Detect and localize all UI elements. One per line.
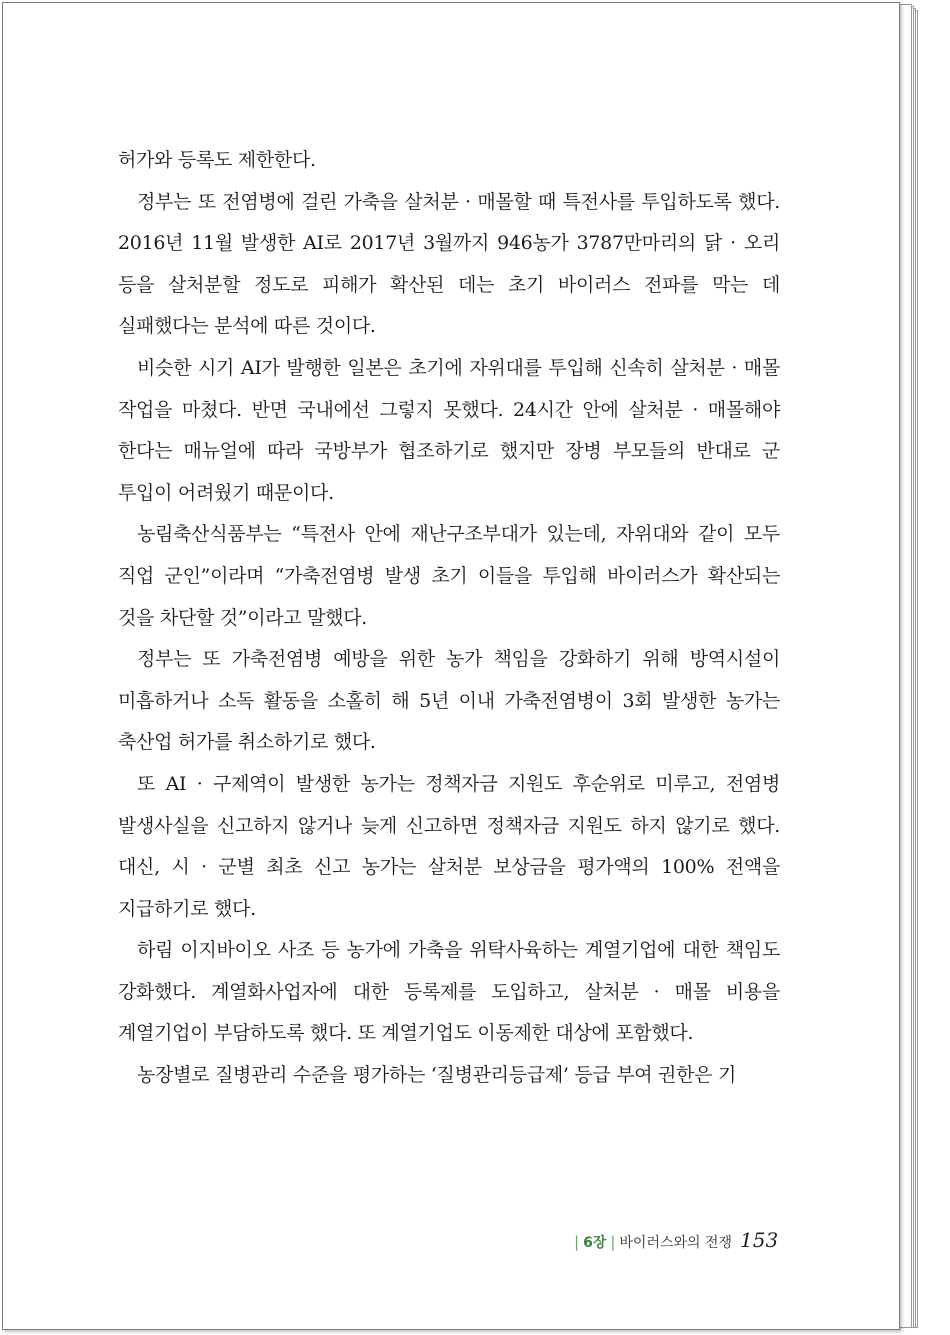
paragraph: 또 AI · 구제역이 발생한 농가는 정책자금 지원도 후순위로 미루고, 전염병 발생사실을 신고하지 않거나 늦게 신고하면 정책자금 지원도 하지 않기로 했다. 대신, 시 · 군별 최초 신고 농가는 살처분 보상금을 평가액의 100% 전액을 지급하기로 했다. [118,772,780,920]
body-text [118,140,780,1097]
page-number: 153 [740,1228,779,1252]
paragraph-continues: 농장별로 질병관리 수준을 평가하는 ‘질병관리등급제’ 등급 부여 권한은 기 [137,1064,737,1087]
running-footer [570,1228,830,1258]
chapter-label: 6장 [583,1235,607,1251]
section-title: 바이러스와의 전쟁 [619,1235,733,1251]
footer-divider: | [610,1233,616,1251]
paragraph: 하림 이지바이오 사조 등 농가에 가축을 위탁사육하는 계열기업에 대한 책임도 강화했다. 계열화사업자에 대한 등록제를 도입하고, 살처분 · 매몰 비용을 계열기업이 부담하도록 했다. 또 계열기업도 이동제한 대상에 포함했다. [118,939,780,1045]
paragraph: 비슷한 시기 AI가 발행한 일본은 초기에 자위대를 투입해 신속히 살처분 · 매몰 작업을 마쳤다. 반면 국내에선 그렇지 못했다. 24시간 안에 살처분 · 매몰해야 한다는 매뉴얼에 따라 국방부가 협조하기로 했지만 장병 부모들의 반대로 군 투입이 어려웠기 때문이다. [118,356,780,504]
paragraph: 정부는 또 가축전염병 예방을 위한 농가 책임을 강화하기 위해 방역시설이 미흡하거나 소독 활동을 소홀히 해 5년 이내 가축전염병이 3회 발생한 농가는 축산업 허가를 취소하기로 했다. [118,648,780,754]
footer-divider: | [574,1233,580,1251]
paragraph: 농림축산식품부는 “특전사 안에 재난구조부대가 있는데, 자위대와 같이 모두 직업 군인”이라며 “가축전염병 발생 초기 이들을 투입해 바이러스가 확산되는 것을 차단할 것”이라고 말했다. [118,523,780,629]
paragraph: 정부는 또 전염병에 걸린 가축을 살처분 · 매몰할 때 특전사를 투입하도록 했다. 2016년 11월 발생한 AI로 2017년 3월까지 946농가 3787만마리의 닭 · 오리 등을 살처분할 정도로 피해가 확산된 데는 초기 바이러스 전파를 막는 데 실패했다는 분석에 따른 것이다. [118,190,780,338]
paragraph-continued: 허가와 등록도 제한한다. [118,149,316,171]
